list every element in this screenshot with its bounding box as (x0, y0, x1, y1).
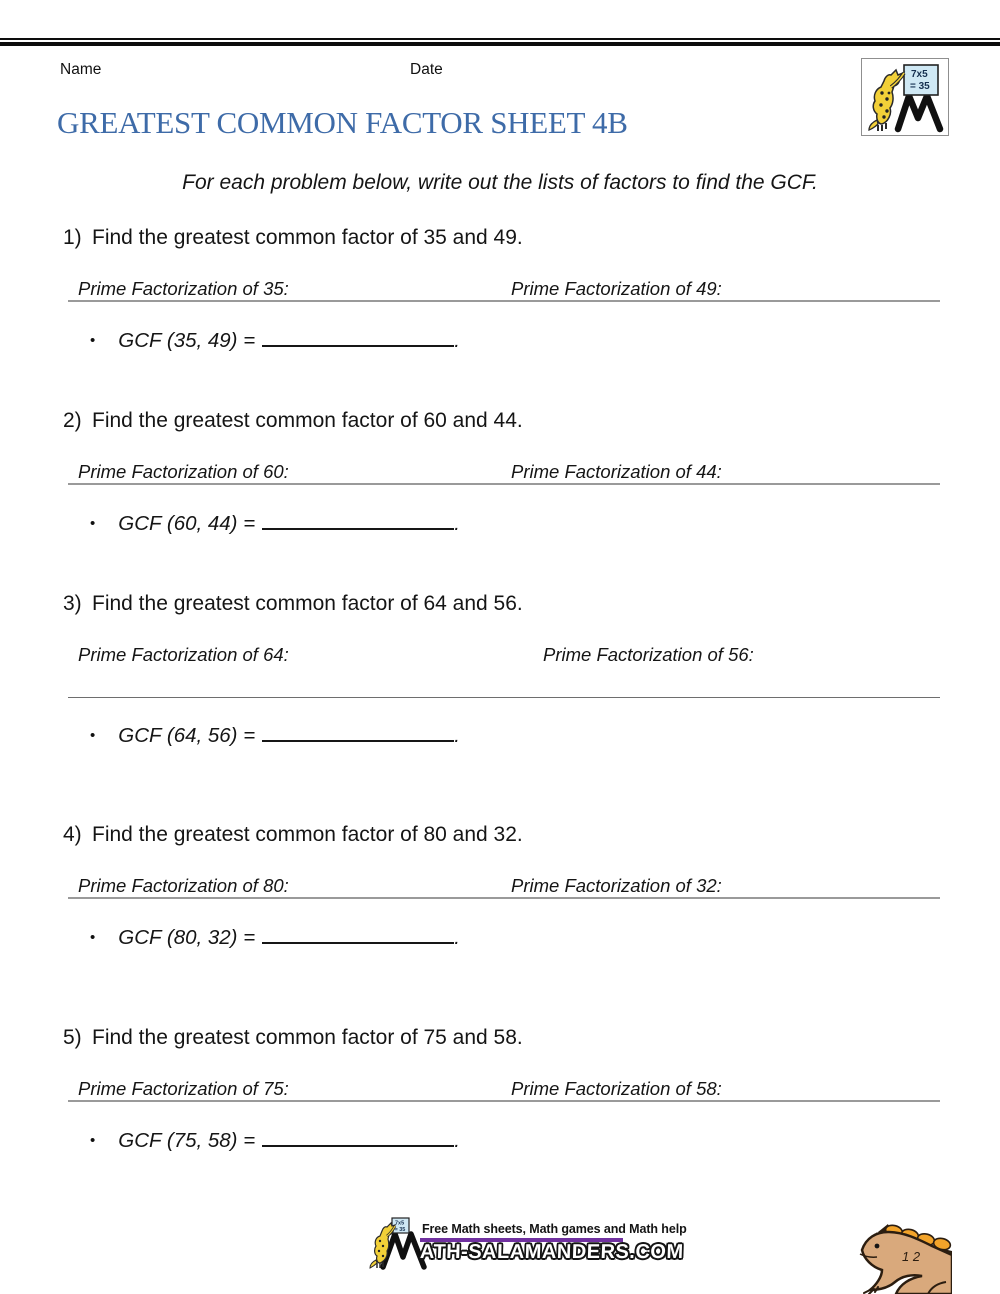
problem-5 (0, 1026, 1000, 1196)
gcf-prefix: GCF (60, 44) = (118, 512, 256, 535)
worksheet-instruction: For each problem below, write out the lists of factors to find the GCF. (182, 171, 818, 194)
footer-tagline: Free Math sheets, Math games and Math help (422, 1222, 687, 1236)
work-area-rule (68, 483, 940, 485)
logo-board-line1: 7x5 (911, 69, 928, 80)
problem-question-text: Find the greatest common factor of 80 and 32. (92, 823, 523, 846)
gcf-prefix: GCF (80, 32) = (118, 926, 256, 949)
footer-branding (368, 1216, 687, 1270)
prime-factorization-label-right: Prime Factorization of 56: (543, 644, 754, 665)
prime-factorization-label-left: Prime Factorization of 35: (78, 278, 289, 299)
problem-question (63, 592, 523, 616)
top-border (0, 38, 1000, 46)
gcf-answer-line (90, 1127, 460, 1153)
bullet-icon: • (90, 727, 96, 744)
problem-question-text: Find the greatest common factor of 35 and 49. (92, 226, 523, 249)
problem-number: 5) (63, 1026, 82, 1049)
problem-number: 1) (63, 226, 82, 249)
gcf-prefix: GCF (64, 56) = (118, 724, 256, 747)
prime-factorization-label-left: Prime Factorization of 60: (78, 461, 289, 482)
footer-board-line2: = 35 (394, 1227, 406, 1233)
prime-factorization-label-right: Prime Factorization of 32: (511, 875, 722, 896)
gcf-period: . (454, 329, 460, 352)
problem-question (63, 226, 523, 250)
gcf-answer-line (90, 327, 460, 353)
gcf-period: . (454, 724, 460, 747)
problem-question-text: Find the greatest common factor of 75 and 58. (92, 1026, 523, 1049)
gcf-prefix: GCF (75, 58) = (118, 1129, 256, 1152)
lizard-icon (858, 1212, 952, 1294)
name-field-label: Name (60, 61, 102, 78)
problem-3 (0, 592, 1000, 792)
math-salamanders-logo (861, 58, 949, 136)
gcf-answer-line (90, 510, 460, 536)
problem-2 (0, 409, 1000, 579)
problem-1 (0, 226, 1000, 396)
gcf-answer-blank (262, 722, 454, 742)
bullet-icon: • (90, 929, 96, 946)
prime-factorization-label-right: Prime Factorization of 49: (511, 278, 722, 299)
page-title: GREATEST COMMON FACTOR SHEET 4B (57, 105, 628, 140)
work-area-rule (68, 1100, 940, 1102)
date-field-label: Date (410, 61, 443, 78)
prime-factorization-label-left: Prime Factorization of 80: (78, 875, 289, 896)
lizard-mark: 1 2 (902, 1249, 921, 1264)
problem-4 (0, 823, 1000, 993)
gcf-answer-blank (262, 327, 454, 347)
problem-question-text: Find the greatest common factor of 64 and 56. (92, 592, 523, 615)
problem-question (63, 1026, 523, 1050)
work-area-rule (68, 697, 940, 698)
problem-question (63, 409, 523, 433)
gcf-answer-blank (262, 924, 454, 944)
gcf-answer-blank (262, 510, 454, 530)
gcf-period: . (454, 926, 460, 949)
gcf-prefix: GCF (35, 49) = (118, 329, 256, 352)
footer-site-name: ATH-SALAMANDERS.COM (419, 1241, 684, 1263)
bullet-icon: • (90, 332, 96, 349)
salamander-easel-icon (861, 58, 949, 136)
gcf-answer-line (90, 924, 460, 950)
work-area-rule (68, 300, 940, 302)
prime-factorization-label-left: Prime Factorization of 64: (78, 644, 289, 665)
problem-question-text: Find the greatest common factor of 60 and 44. (92, 409, 523, 432)
prime-factorization-label-left: Prime Factorization of 75: (78, 1078, 289, 1099)
gcf-period: . (454, 1129, 460, 1152)
footer-board-line1: 7x5 (395, 1220, 405, 1227)
prime-factorization-label-right: Prime Factorization of 44: (511, 461, 722, 482)
bullet-icon: • (90, 515, 96, 532)
problem-number: 4) (63, 823, 82, 846)
problem-number: 3) (63, 592, 82, 615)
bullet-icon: • (90, 1132, 96, 1149)
prime-factorization-label-right: Prime Factorization of 58: (511, 1078, 722, 1099)
gcf-period: . (454, 512, 460, 535)
gcf-answer-blank (262, 1127, 454, 1147)
problem-number: 2) (63, 409, 82, 432)
logo-board-line2: = 35 (910, 81, 930, 92)
problem-question (63, 823, 523, 847)
work-area-rule (68, 897, 940, 899)
gcf-answer-line (90, 722, 460, 748)
